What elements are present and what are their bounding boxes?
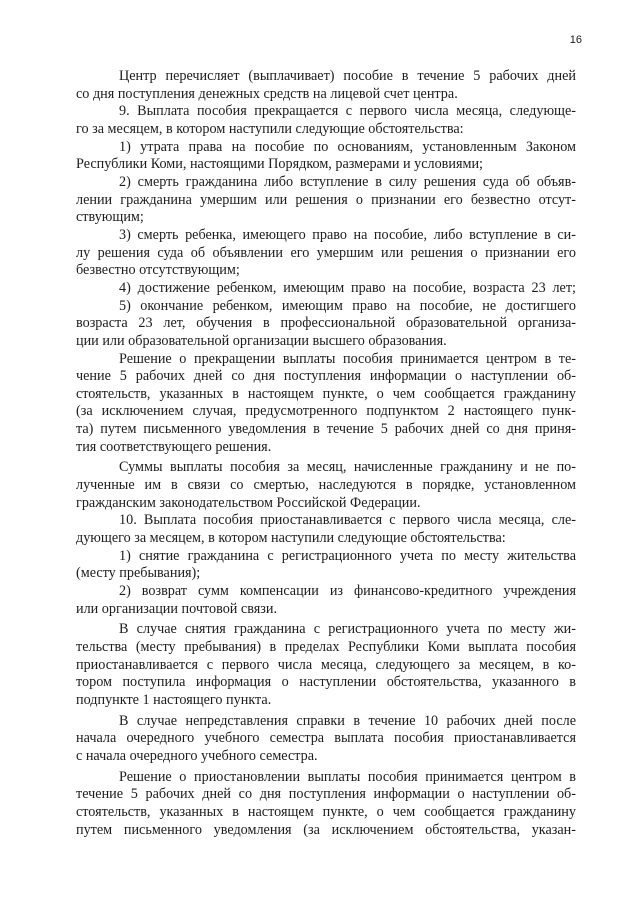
text-line: начала очередного учебного семестра выплата пособия приостанавливается [76,730,576,747]
text-line: с начала очередного учебного семестра. [76,747,318,764]
text-line: подпункте 1 настоящего пункта. [76,691,272,708]
page-number: 16 [569,34,582,46]
text-line: 1) утрата права на пособие по основаниям, установленным Законом [119,138,576,155]
text-line: со дня поступления денежных средств на лицевой счет центра. [76,85,458,102]
text-line: лу решения суда об объявлении его умершим или решения о признании его [76,244,576,261]
text-line: лученные им в связи со смертью, наследуются в порядке, установленном [76,477,576,494]
text-line: В случае непредставления справки в течение 10 рабочих дней после [119,712,576,729]
text-line: 2) возврат сумм компенсации из финансово-кредитного учреждения [119,583,576,600]
text-line: Решение о прекращении выплаты пособия принимается центром в те- [119,350,576,367]
text-line: 1) снятие гражданина с регистрационного учета по месту жительства [119,547,576,564]
text-line: безвестно отсутствующим; [76,262,240,279]
text-line: (за исключением случая, предусмотренного подпунктом 2 настоящего пунк- [76,403,576,420]
text-line: путем письменного уведомления (за исключением обстоятельства, указан- [76,821,576,838]
text-line: Суммы выплаты пособия за месяц, начисленные гражданину и не по- [119,459,576,476]
text-line: тия соответствующего решения. [76,438,272,455]
text-line: 3) смерть ребенка, имеющего право на пособие, либо вступление в си- [119,226,576,243]
text-line: чение 5 рабочих дней со дня поступления информации о наступлении об- [76,368,576,385]
text-line: та) путем письменного уведомления в течение 5 рабочих дней со дня приня- [76,421,576,438]
text-line: 9. Выплата пособия прекращается с первого числа месяца, следующе- [119,103,576,120]
text-line: го за месяцем, в котором наступили следующие обстоятельства: [76,120,464,137]
text-line: течение 5 рабочих дней со дня поступления информации о наступлении об- [76,786,576,803]
text-line: тором поступила информация о наступлении обстоятельства, указанного в [76,674,576,691]
text-line: ствующим; [76,209,144,226]
text-line: или организации почтовой связи. [76,600,278,617]
text-line: 2) смерть гражданина либо вступление в силу решения суда об объяв- [119,173,576,190]
text-line: тельства (месту пребывания) в пределах Республики Коми выплата пособия [76,639,576,655]
text-line: 4) достижение ребенком, имеющим право на пособие, возраста 23 лет; [119,279,576,296]
text-line: стоятельств, указанных в настоящем пункте, о чем сообщается гражданину [76,385,576,402]
text-line: Центр перечисляет (выплачивает) пособие в течение 5 рабочих дней [119,68,576,84]
text-line: дующего за месяцем, в котором наступили следующие обстоятельства: [76,530,506,547]
text-line: приостанавливается с первого числа месяца, следующего за месяцем, в ко- [76,656,576,673]
text-line: (месту пребывания); [76,565,201,582]
text-line: лении гражданина умершим или решения о признании его безвестно отсут- [76,191,576,208]
document-body [76,68,576,839]
text-line: ции или образовательной организации высшего образования. [76,332,447,349]
text-line: 5) окончание ребенком, имеющим право на пособие, не достигшего [119,297,576,314]
text-line: возраста 23 лет, обучения в профессиональной образовательной организа- [76,315,576,332]
text-line: Республики Коми, настоящими Порядком, размерами и условиями; [76,156,484,173]
text-line: В случае снятия гражданина с регистрационного учета по месту жи- [119,621,576,638]
text-line: Решение о приостановлении выплаты пособия принимается центром в [119,768,576,785]
text-line: гражданским законодательством Российской Федерации. [76,494,421,511]
text-line: стоятельств, указанных в настоящем пункте, о чем сообщается гражданину [76,803,576,820]
text-line: 10. Выплата пособия приостанавливается с первого числа месяца, сле- [119,512,576,529]
